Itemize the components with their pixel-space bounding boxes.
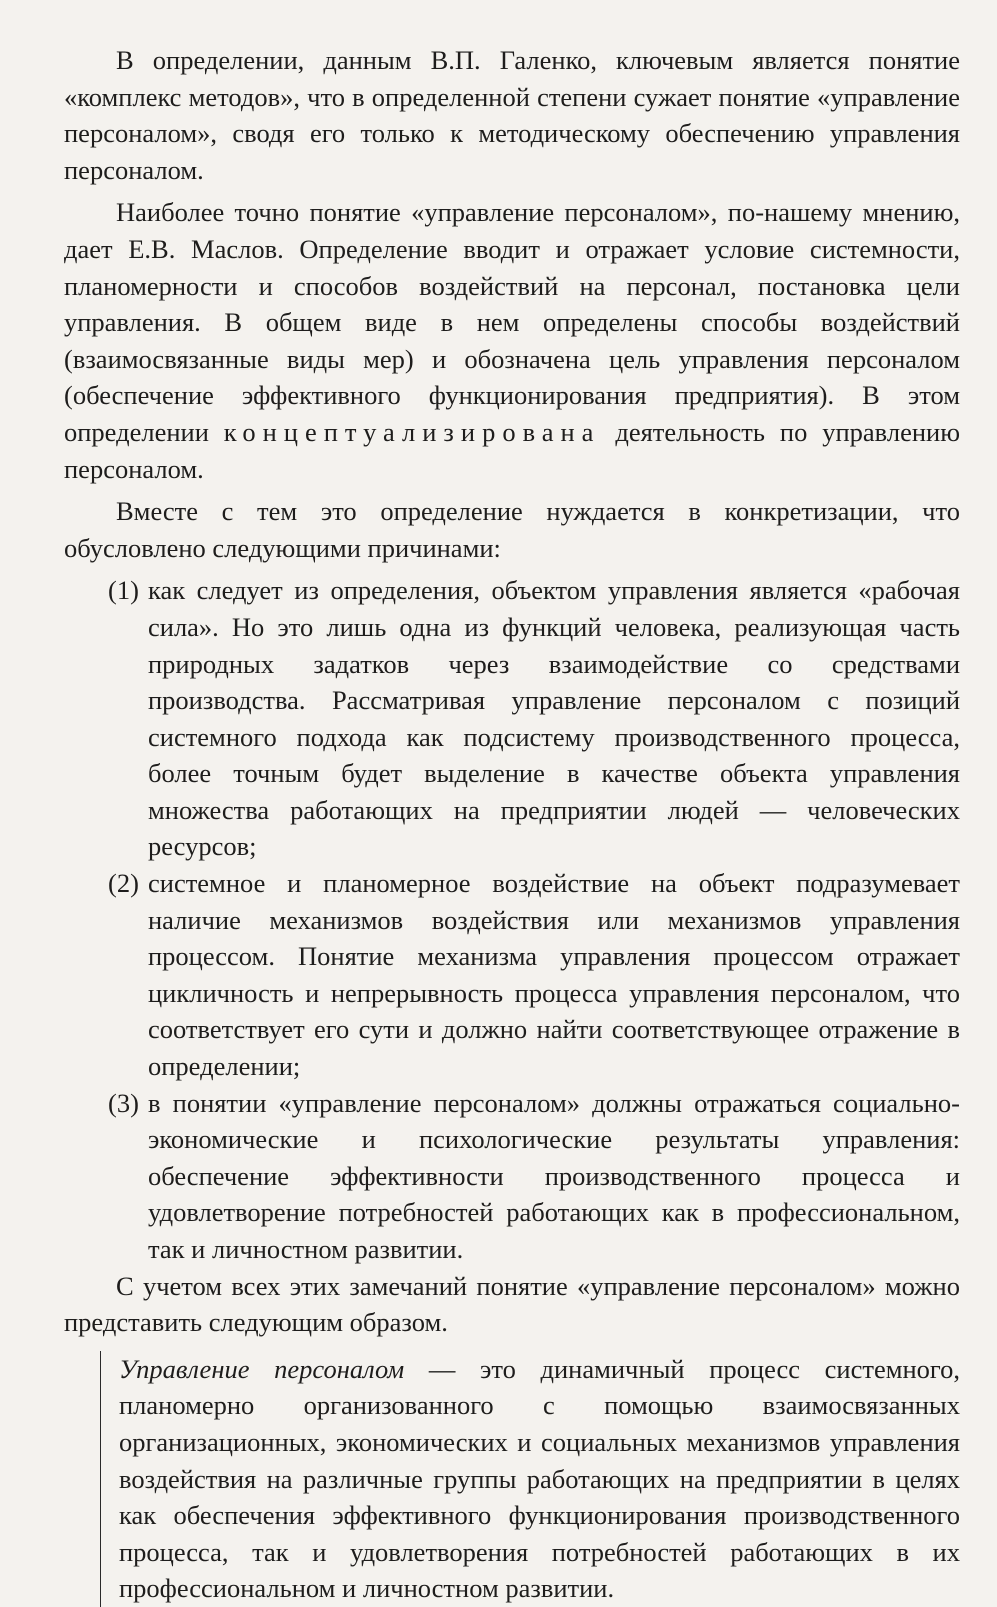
paragraph-concretization: Вместе с тем это определение нуждается в конкретизации, что обусловлено следующими причинами: [64, 496, 960, 563]
definition-text: — это динамичный процесс системного, планомерно организованного с помощью взаимосвязанных организационных, экономических и социальных механизмов управления воздействия на различные группы работающих на предприятии в целях как обеспечения эффективного функционирования производственного процесса, так и удовлетворения потребностей работающих в их профессиональном и личностном развитии. [119, 1353, 960, 1604]
list-number: (3) [108, 1087, 139, 1118]
list-number: (2) [108, 868, 139, 899]
paragraph-maslov [64, 194, 960, 487]
list-item-text: в понятии «управление персоналом» должны отражаться социально-экономические и психологические результаты управления: обеспечение эффективности производственного процесса и удовлетворение потребностей работающих как в профессиональном, так и личностном развитии. [148, 1087, 960, 1264]
paragraph-maslov-end: деятельность по управлению персоналом. [64, 416, 960, 484]
list-item [64, 572, 960, 865]
list-item-text: системное и планомерное воздействие на объект подразумевает наличие механизмов воздействия или механизмов управления процессом. Понятие механизма управления процессом отражает цикличность и непрерывность процесса управления персоналом, что соответствует его сути и должно найти соответствующее отражение в определении; [148, 868, 960, 1082]
paragraph-summary: С учетом всех этих замечаний понятие «управление персоналом» можно представить следующим образом. [64, 1270, 960, 1338]
list-item-text: как следует из определения, объектом управления является «рабочая сила». Но это лишь одна из функций человека, реализующая часть природных задатков через взаимодействие со средствами производства. Рассматривая управление персоналом с позиций системного подхода как подсистему производственного процесса, более точным будет выделение в качестве объекта управления множества работающих на предприятии людей — человеческих ресурсов; [148, 575, 960, 862]
paragraph-maslov-text: Наиболее точно понятие «управление персоналом», по-нашему мнению, дает Е.В. Маслов. Определение вводит и отражает условие системности, планомерности и способов воздействий на персонал, постановка цели управления. В общем виде в нем определены способы воздействий (взаимосвязанные виды мер) и обозначена цель управления персоналом (обеспечение эффективного функционирования предприятия). В этом определении [64, 197, 960, 447]
list-item [64, 1085, 960, 1268]
list-item [64, 865, 960, 1085]
list-number: (1) [108, 575, 139, 606]
definition-block [100, 1351, 960, 1607]
reasons-list [64, 572, 960, 1267]
document-page [64, 42, 960, 1607]
spaced-emphasis: концептуализирована [223, 416, 601, 447]
definition-term: Управление персоналом [119, 1353, 405, 1384]
paragraph-galenko: В определении, данным В.П. Галенко, ключевым является понятие «комплекс методов», что в определенной степени сужает понятие «управление персоналом», сводя его только к методическому обеспечению управления персоналом. [64, 45, 960, 185]
